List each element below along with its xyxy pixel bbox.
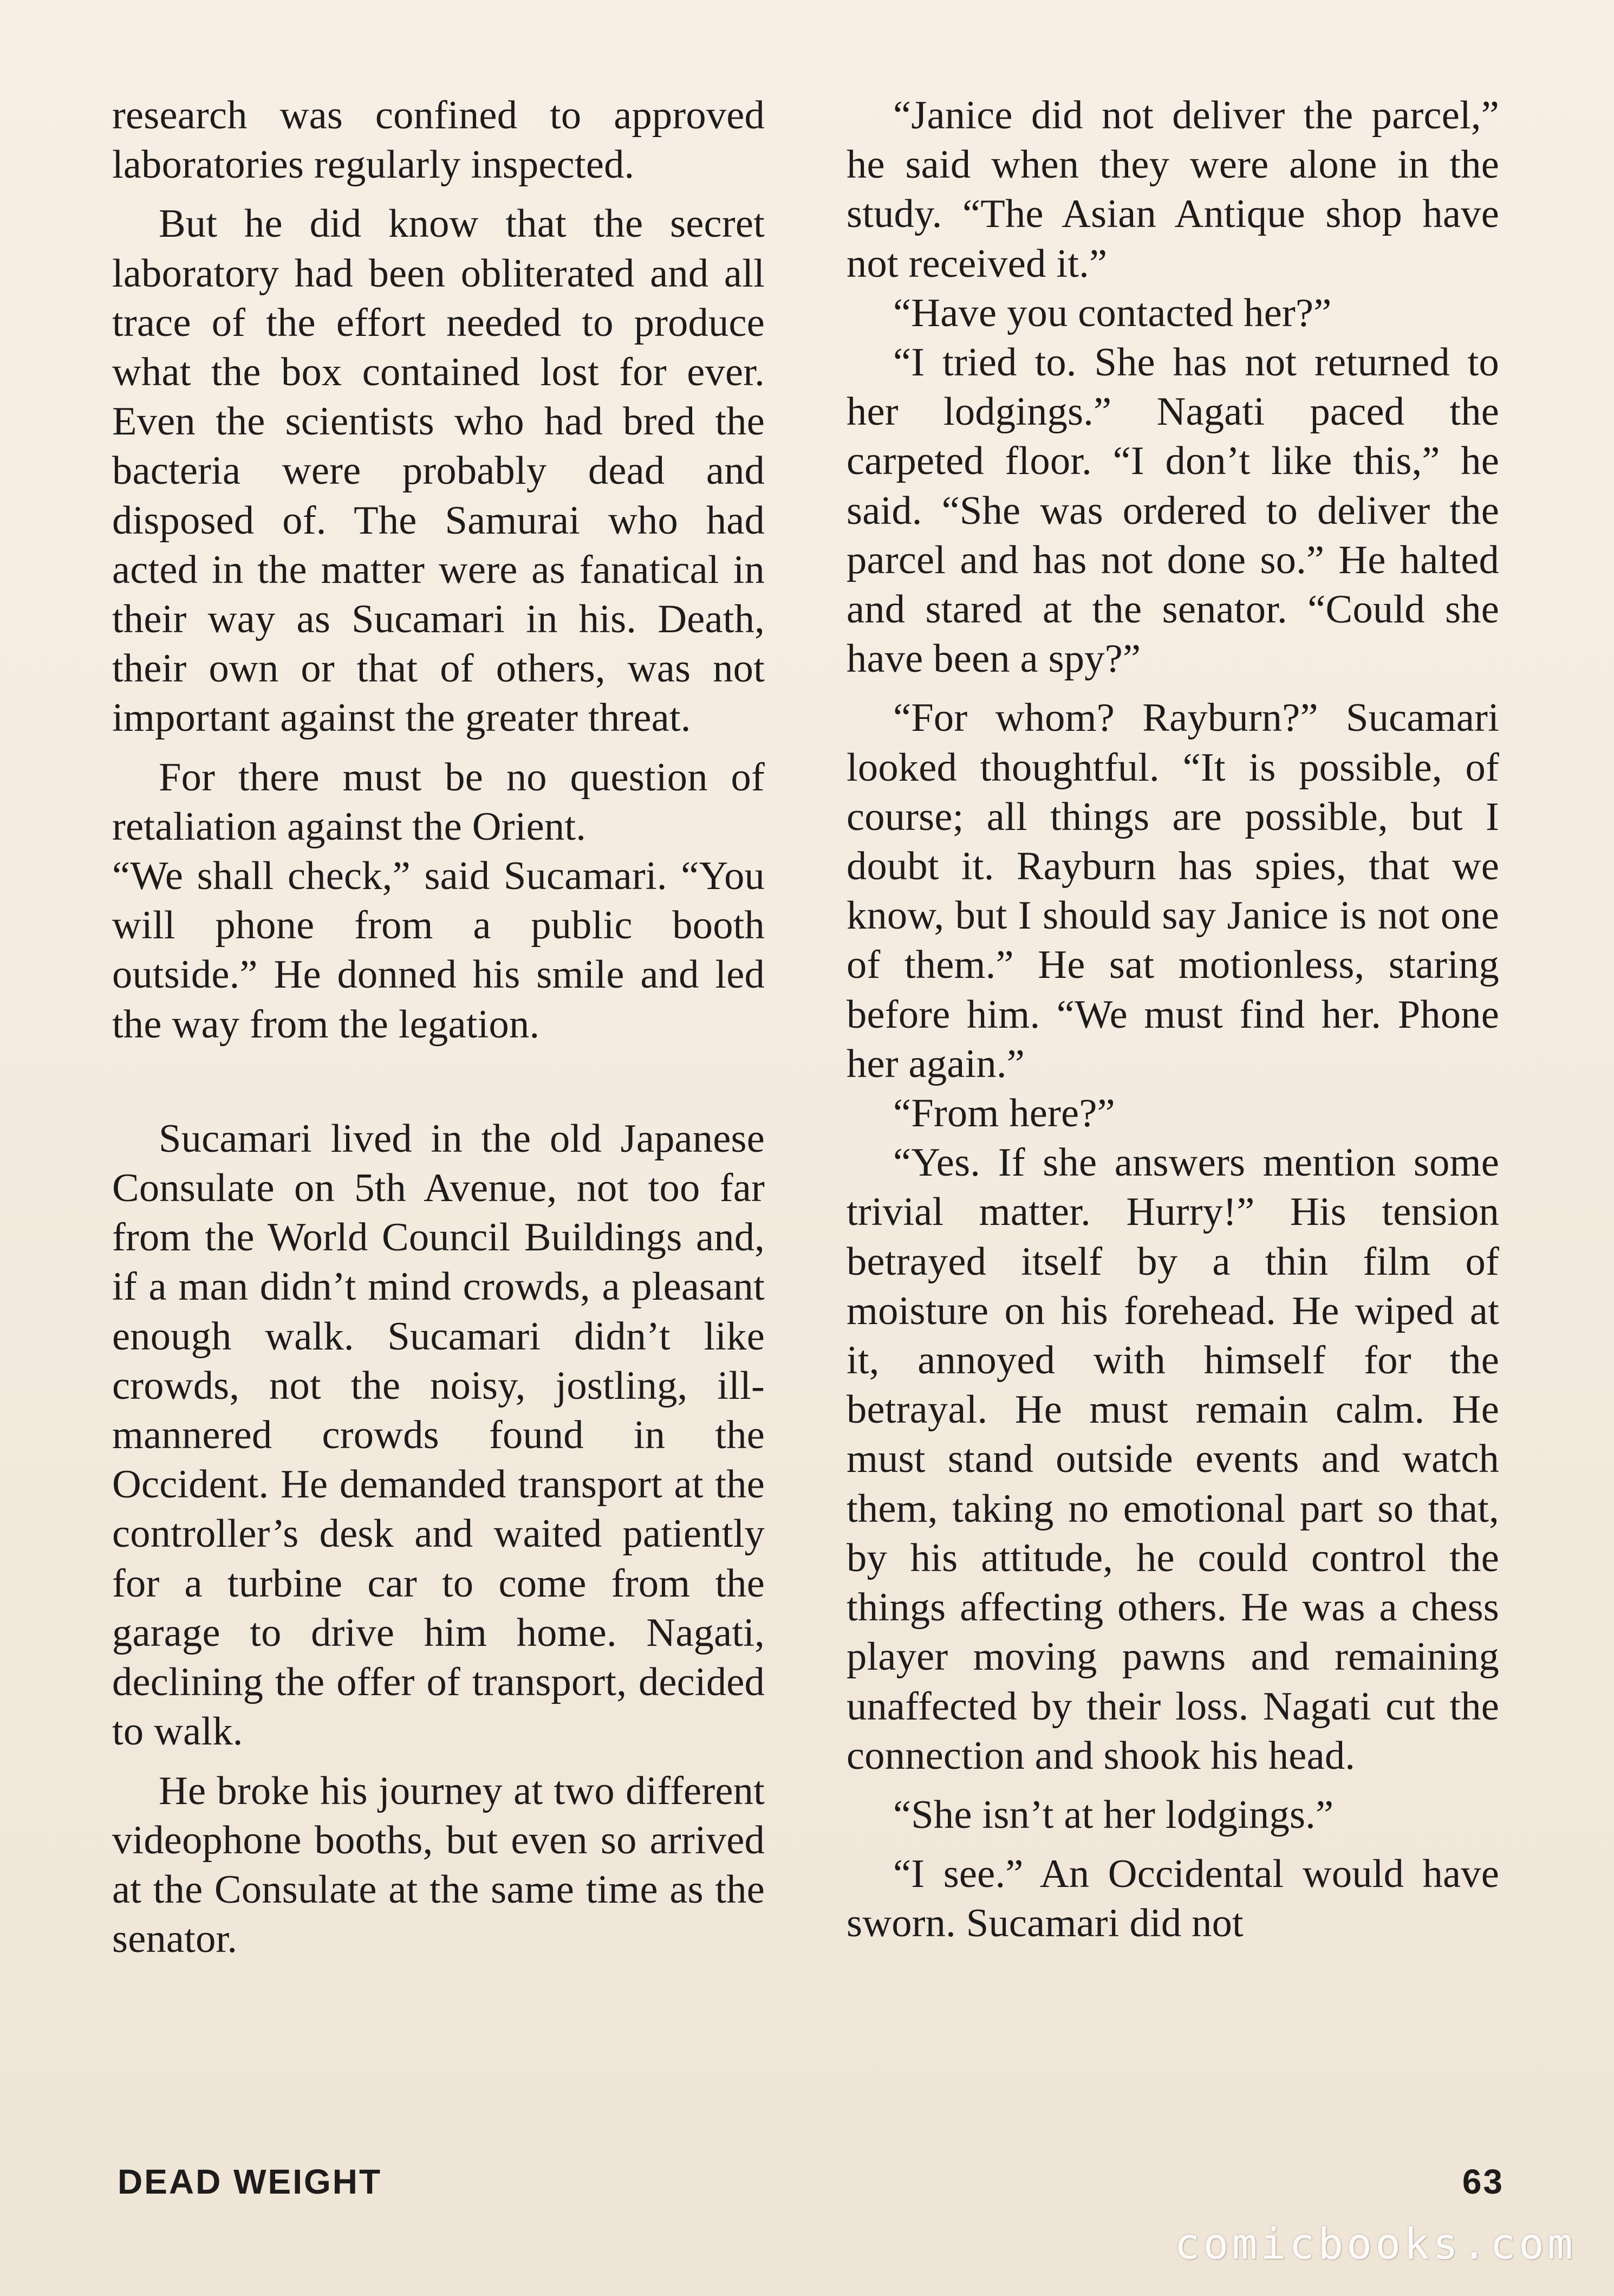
text-column-left [112, 91, 765, 1974]
paragraph: “I see.” An Occidental would have sworn. Sucamari did not [847, 1852, 1499, 1946]
watermark-logo: comicbooks.com [1174, 2220, 1576, 2269]
paragraph: “Have you contacted her?” [893, 290, 1332, 335]
paragraph: “Yes. If she answers mention some trivial matter. Hurry!” His tension betrayed itself by a thin film of moisture on his forehead. He wiped at it, annoyed with himself for the betrayal. He must remain calm. He must stand outside events and watch them, taking no emotional part so that, by his attitude, he could control the things affecting others. He was a chess player moving pawns and remaining unaffected by their loss. Nagati cut the connection and shook his head. [847, 1140, 1499, 1778]
page-number: 63 [1462, 2162, 1504, 2201]
paragraph: For there must be no question of retaliation against the Orient. [112, 755, 765, 849]
paragraph: “For whom? Rayburn?” Sucamari looked thoughtful. “It is possible, of course; all things are possible, but I doubt it. Rayburn has spies, that we know, but I should say Janice is not one of them.” He sat motionless, staring before him. “We must find her. Phone her again.” [847, 696, 1499, 1086]
paragraph: But he did know that the secret laboratory had been obliterated and all trace of the effort needed to produce what the box contained lost for ever. Even the scientists who had bred the bacteria were probably dead and disposed of. The Samurai who had acted in the matter were as fanatical in their way as Sucamari in his. Death, their own or that of others, was not important against the greater threat. [112, 202, 765, 741]
running-title: DEAD WEIGHT [118, 2162, 382, 2201]
paragraph: “From here?” [893, 1091, 1115, 1136]
paragraph: Sucamari lived in the old Japanese Consulate on 5th Avenue, not too far from the World Council Buildings and, if a man didn’t mind crowds, a pleasant enough walk. Sucamari didn’t like crowds, not the noisy, jostling, ill-mannered crowds found in the Occident. He demanded transport at the controller’s desk and waited patiently for a turbine car to come from the garage to drive him home. Nagati, declining the offer of transport, decided to walk. [112, 1116, 765, 1754]
paragraph: He broke his journey at two different videophone booths, but even so arrived at the Consulate at the same time as the senator. [112, 1768, 765, 1962]
paragraph: “Janice did not deliver the parcel,” he said when they were alone in the study. “The Asian Antique shop have not received it.” [847, 93, 1499, 286]
paragraph: “I tried to. She has not returned to her lodgings.” Nagati paced the carpeted floor. “I don’t like this,” he said. “She was ordered to deliver the parcel and has not done so.” He halted and stared at the senator. “Could she have been a spy?” [847, 340, 1499, 682]
page-footer [118, 2162, 1504, 2205]
paragraph: “We shall check,” said Sucamari. “You will phone from a public booth outside.” He donned his smile and led the way from the legation. [112, 854, 765, 1047]
paragraph: research was confined to approved laboratories regularly inspected. [112, 93, 765, 187]
text-column-right [847, 91, 1499, 1958]
paragraph: “She isn’t at her lodgings.” [893, 1792, 1334, 1837]
